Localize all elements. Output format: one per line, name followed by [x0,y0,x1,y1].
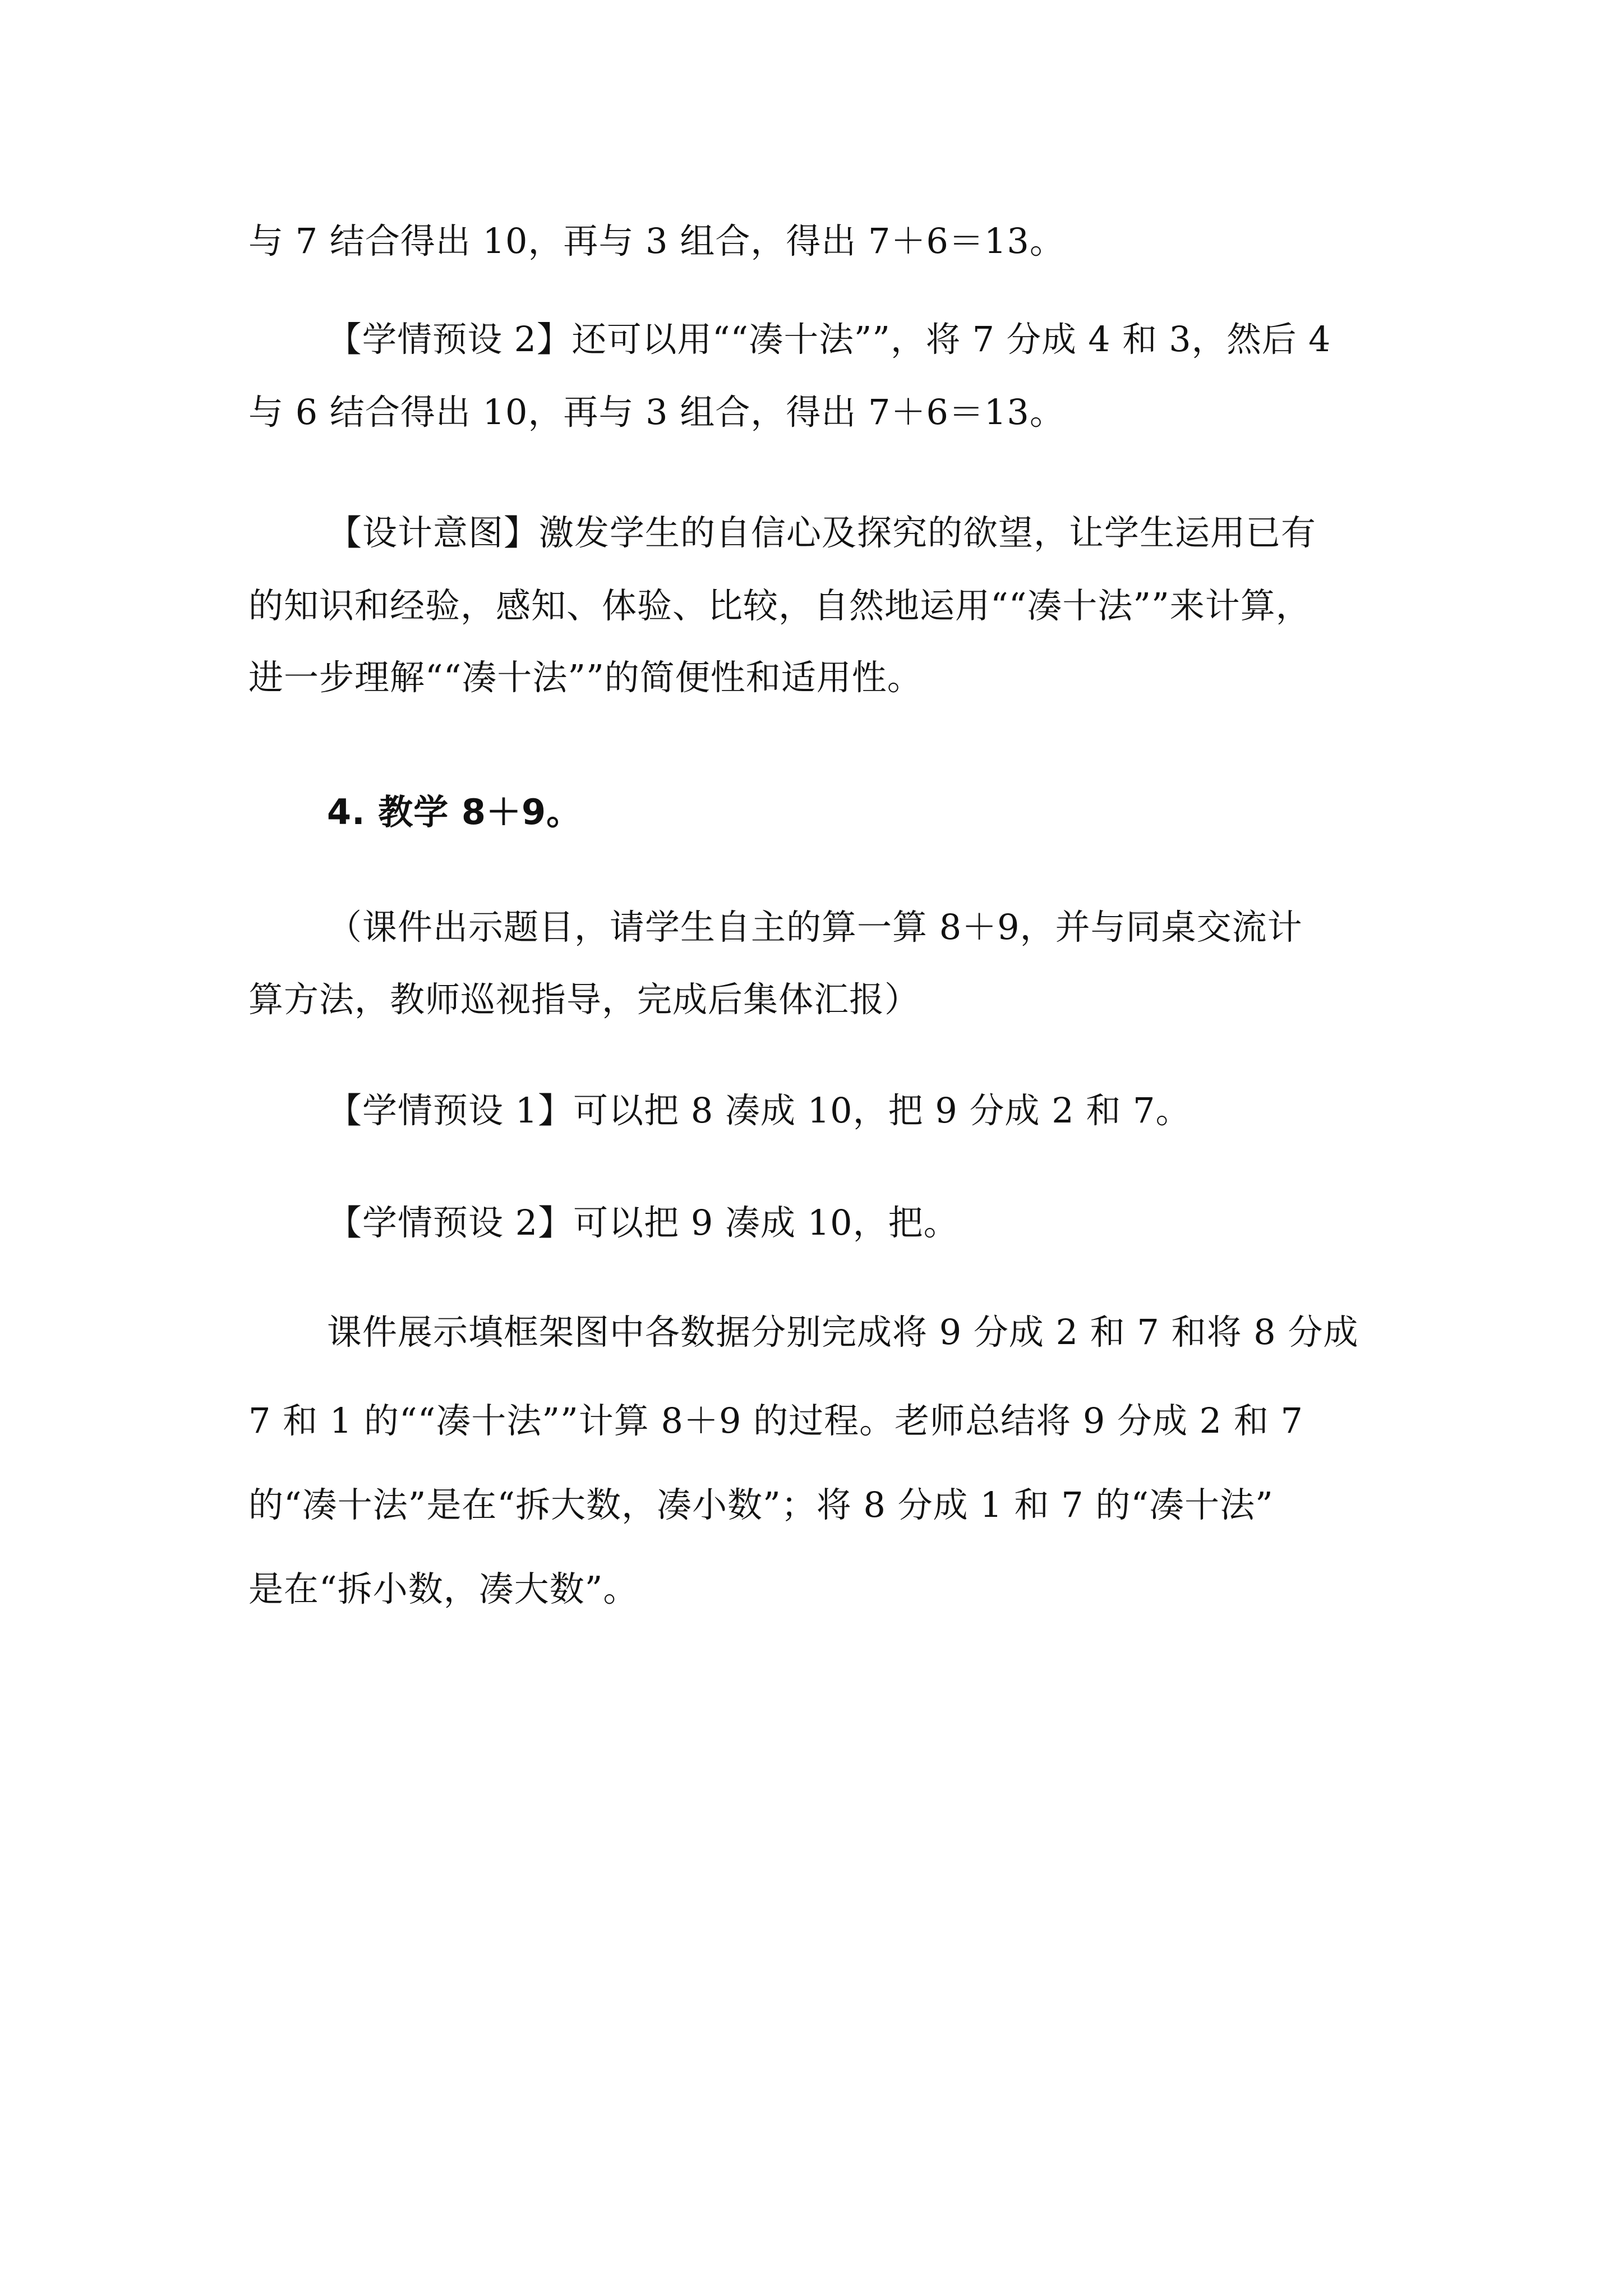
paragraph-line: 【学情预设 1】可以把 8 凑成 10，把 9 分成 2 和 7。 [327,1090,1191,1131]
paragraph-line: 【学情预设 2】还可以用““凑十法””，将 7 分成 4 和 3，然后 4 [327,319,1331,360]
paragraph-line: 7 和 1 的““凑十法””计算 8＋9 的过程。老师总结将 9 分成 2 和 7 [248,1400,1303,1441]
paragraph-line: 课件展示填框架图中各数据分别完成将 9 分成 2 和 7 和将 8 分成 [327,1312,1359,1352]
paragraph-line: （课件出示题目，请学生自主的算一算 8＋9，并与同桌交流计 [327,907,1303,947]
paragraph-line: 与 6 结合得出 10，再与 3 组合，得出 7＋6＝13。 [248,392,1065,432]
paragraph-line: 【学情预设 2】可以把 9 凑成 10，把。 [327,1202,959,1243]
section-heading: 4. 教学 8＋9。 [327,792,582,832]
paragraph-line: 与 7 结合得出 10，再与 3 组合，得出 7＋6＝13。 [248,220,1065,261]
paragraph-line: 进一步理解““凑十法””的简便性和适用性。 [248,657,923,698]
paragraph-line: 算方法，教师巡视指导，完成后集体汇报） [248,979,920,1020]
paragraph-line: 是在“拆小数，凑大数”。 [248,1568,639,1609]
paragraph-line: 【设计意图】激发学生的自信心及探究的欲望，让学生运用已有 [327,512,1317,553]
paragraph-line: 的“凑十法”是在“拆大数，凑小数”；将 8 分成 1 和 7 的“凑十法” [248,1484,1274,1525]
paragraph-line: 的知识和经验，感知、体验、比较，自然地运用““凑十法””来计算， [248,585,1311,626]
